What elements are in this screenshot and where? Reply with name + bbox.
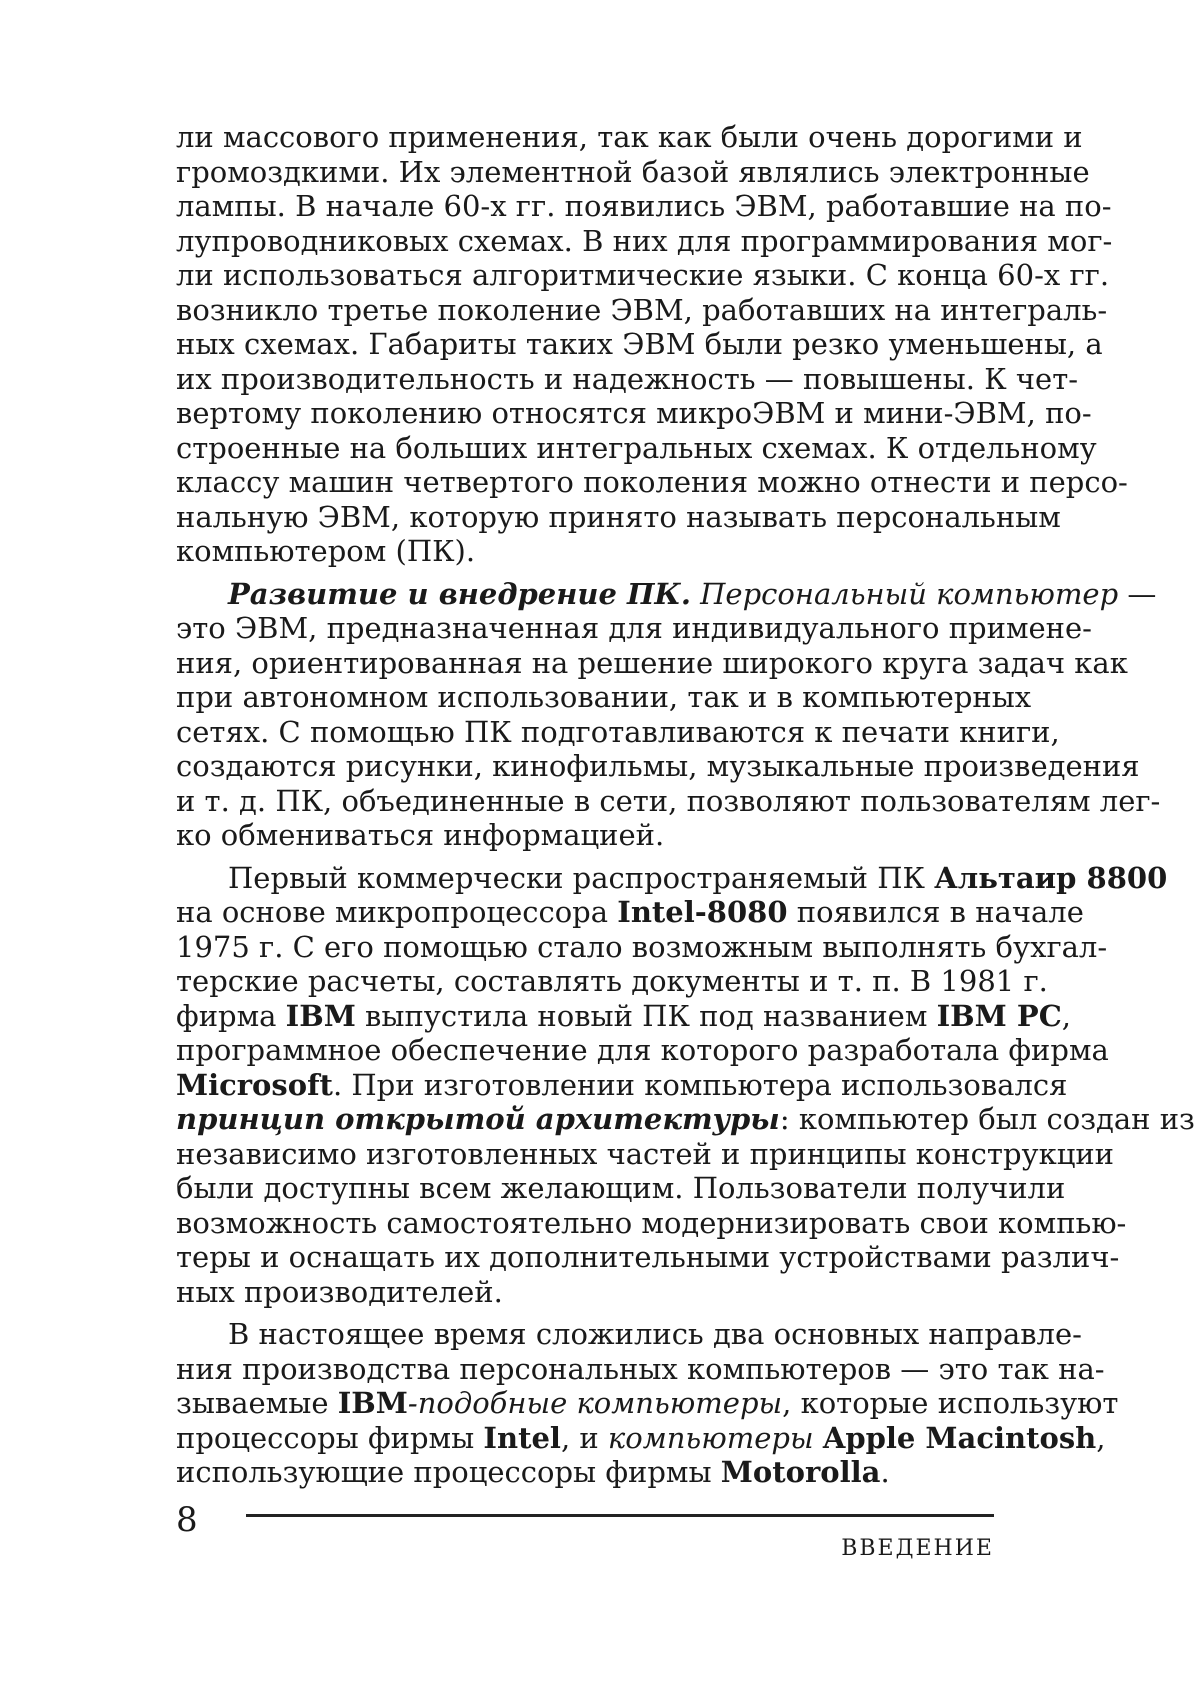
text-line	[176, 1067, 1068, 1103]
text-line	[176, 1317, 1082, 1352]
text-run: при автономном использовании, так и в компьютерных	[176, 680, 1032, 714]
text-line	[176, 611, 1092, 646]
text-line	[176, 292, 1108, 328]
text-line	[176, 327, 1103, 362]
page-footer	[176, 1500, 994, 1580]
term-bold-italic: принцип открытой архитектуры	[176, 1102, 780, 1136]
text-line	[176, 361, 1079, 397]
text-run: ,	[1096, 1420, 1106, 1455]
text-line	[176, 154, 1090, 190]
text-line	[176, 1275, 994, 1310]
text-line	[176, 929, 1108, 965]
text-run: терские расчеты, составлять документы и т. п. В 1981 г.	[176, 964, 1048, 998]
text-run: теры и оснащать их дополнительными устройствами различ-	[176, 1240, 1120, 1274]
text-line	[176, 895, 1084, 930]
text-run: ния производства персональных компьютеров — это так на-	[176, 1351, 1105, 1386]
text-line	[176, 714, 1060, 750]
text-run: на основе микропроцессора	[176, 895, 618, 929]
section-heading-inline: Развитие и внедрение ПК.	[228, 576, 691, 611]
text-run: фирма	[176, 998, 286, 1033]
text-line	[176, 1136, 1114, 1172]
text-line	[176, 860, 1168, 896]
text-run: возможность самостоятельно модернизировать свои компью-	[176, 1205, 1127, 1240]
text-run: использующие процессоры фирмы	[176, 1455, 721, 1489]
term-italic: Персональный компьютер	[700, 576, 1119, 611]
footer-divider	[246, 1514, 994, 1517]
text-line	[176, 534, 994, 569]
text-run: зываемые	[176, 1386, 338, 1420]
text-run: , и	[560, 1420, 608, 1455]
text-run: ко обмениваться информацией.	[176, 818, 665, 852]
text-line	[176, 1033, 1109, 1068]
term-bold: Microsoft	[176, 1067, 333, 1102]
text-line	[176, 1455, 994, 1490]
paragraph-3	[176, 860, 1195, 1310]
text-run: нальную ЭВМ, которую принято называть персональным	[176, 499, 1061, 534]
term-bold: Intel	[483, 1420, 561, 1455]
text-run: .	[880, 1455, 890, 1489]
term-bold: Intel-8080	[617, 895, 788, 929]
text-run: ли использоваться алгоритмические языки. С конца 60-х гг.	[176, 258, 1110, 292]
text-run: независимо изготовленных частей и принципы конструкции	[176, 1136, 1114, 1171]
text-line	[176, 430, 1097, 466]
text-run: создаются рисунки, кинофильмы, музыкальные произведения	[176, 749, 1140, 783]
text-run: сетях. С помощью ПК подготавливаются к печати книги,	[176, 714, 1060, 749]
text-line	[176, 749, 1140, 784]
text-line	[176, 1351, 1105, 1387]
text-run: ных производителей.	[176, 1274, 503, 1309]
text-run	[691, 577, 700, 611]
text-run: их производительность и надежность — повышены. К чет-	[176, 361, 1079, 396]
text-line	[176, 1420, 1106, 1456]
page-number: 8	[176, 1500, 198, 1540]
text-line	[176, 499, 1061, 535]
text-run: ных схемах. Габариты таких ЭВМ были резко уменьшены, а	[176, 327, 1103, 361]
text-line	[176, 1102, 1195, 1137]
text-line	[176, 465, 1128, 500]
text-run: и т. д. ПК, объединенные в сети, позволяют пользователям лег-	[176, 783, 1161, 818]
text-line	[176, 189, 1112, 224]
text-run: это ЭВМ, предназначенная для индивидуального примене-	[176, 611, 1092, 645]
text-run: громоздкими. Их элементной базой являлись электронные	[176, 154, 1090, 189]
term-bold: Motorolla	[720, 1455, 881, 1489]
text-line	[176, 680, 1032, 715]
text-run: строенные на больших интегральных схемах. К отдельному	[176, 430, 1097, 465]
paragraph-4	[176, 1317, 1119, 1490]
text-run: вертому поколению относятся микроЭВМ и мини-ЭВМ, по-	[176, 396, 1092, 430]
text-line	[176, 783, 1161, 819]
text-line	[176, 223, 1113, 259]
text-run: компьютером (ПК).	[176, 534, 476, 568]
text-run: выпустила новый ПК под названием	[355, 998, 937, 1033]
text-run: —	[1118, 576, 1157, 611]
text-run: были доступны всем желающим. Пользователи получили	[176, 1171, 1066, 1205]
text-line	[176, 1171, 1066, 1206]
text-run: 1975 г. С его помощью стало возможным выполнять бухгал-	[176, 929, 1108, 964]
text-line	[176, 258, 1110, 293]
text-line	[176, 964, 1048, 999]
text-run: В настоящее время сложились два основных направле-	[228, 1317, 1082, 1351]
text-line	[176, 120, 1083, 155]
text-run	[814, 1421, 823, 1455]
text-line	[176, 576, 1157, 612]
text-run: ,	[1061, 998, 1071, 1033]
text-run: лупроводниковых схемах. В них для программирования мог-	[176, 223, 1113, 258]
paragraph-1	[176, 120, 1128, 569]
term-italic: компьютеры	[607, 1420, 814, 1455]
text-run: . При изготовлении компьютера использовался	[332, 1067, 1068, 1102]
term-bold: IBM	[337, 1386, 408, 1420]
term-italic: -подобные компьютеры	[407, 1386, 783, 1420]
paragraph-2	[176, 576, 1161, 853]
text-run: : компьютер был создан из	[779, 1102, 1195, 1136]
text-run: программное обеспечение для которого разработала фирма	[176, 1033, 1109, 1067]
term-bold: Альтаир 8800	[934, 860, 1168, 895]
text-line	[176, 818, 994, 853]
text-line	[176, 1386, 1119, 1421]
text-run: ния, ориентированная на решение широкого круга задач как	[176, 645, 1128, 680]
text-line	[176, 645, 1128, 681]
text-run: процессоры фирмы	[176, 1420, 484, 1455]
page-body	[176, 120, 1195, 1498]
term-bold: IBM	[285, 998, 356, 1033]
text-line	[176, 396, 1092, 431]
term-bold: Apple Macintosh	[822, 1420, 1097, 1455]
text-run: , которые используют	[782, 1386, 1119, 1420]
text-run: появился в начале	[787, 895, 1084, 929]
text-run: Первый коммерчески распространяемый ПК	[228, 860, 935, 895]
text-run: возникло третье поколение ЭВМ, работавших на интеграль-	[176, 292, 1108, 327]
text-line	[176, 1205, 1127, 1241]
text-run: ли массового применения, так как были очень дорогими и	[176, 120, 1083, 154]
text-run: классу машин четвертого поколения можно отнести и персо-	[176, 465, 1128, 499]
text-run: лампы. В начале 60-х гг. появились ЭВМ, работавшие на по-	[176, 189, 1112, 223]
text-line	[176, 998, 1071, 1034]
term-bold: IBM PC	[936, 998, 1062, 1033]
running-head: ВВЕДЕНИЕ	[841, 1536, 994, 1561]
text-line	[176, 1240, 1120, 1275]
